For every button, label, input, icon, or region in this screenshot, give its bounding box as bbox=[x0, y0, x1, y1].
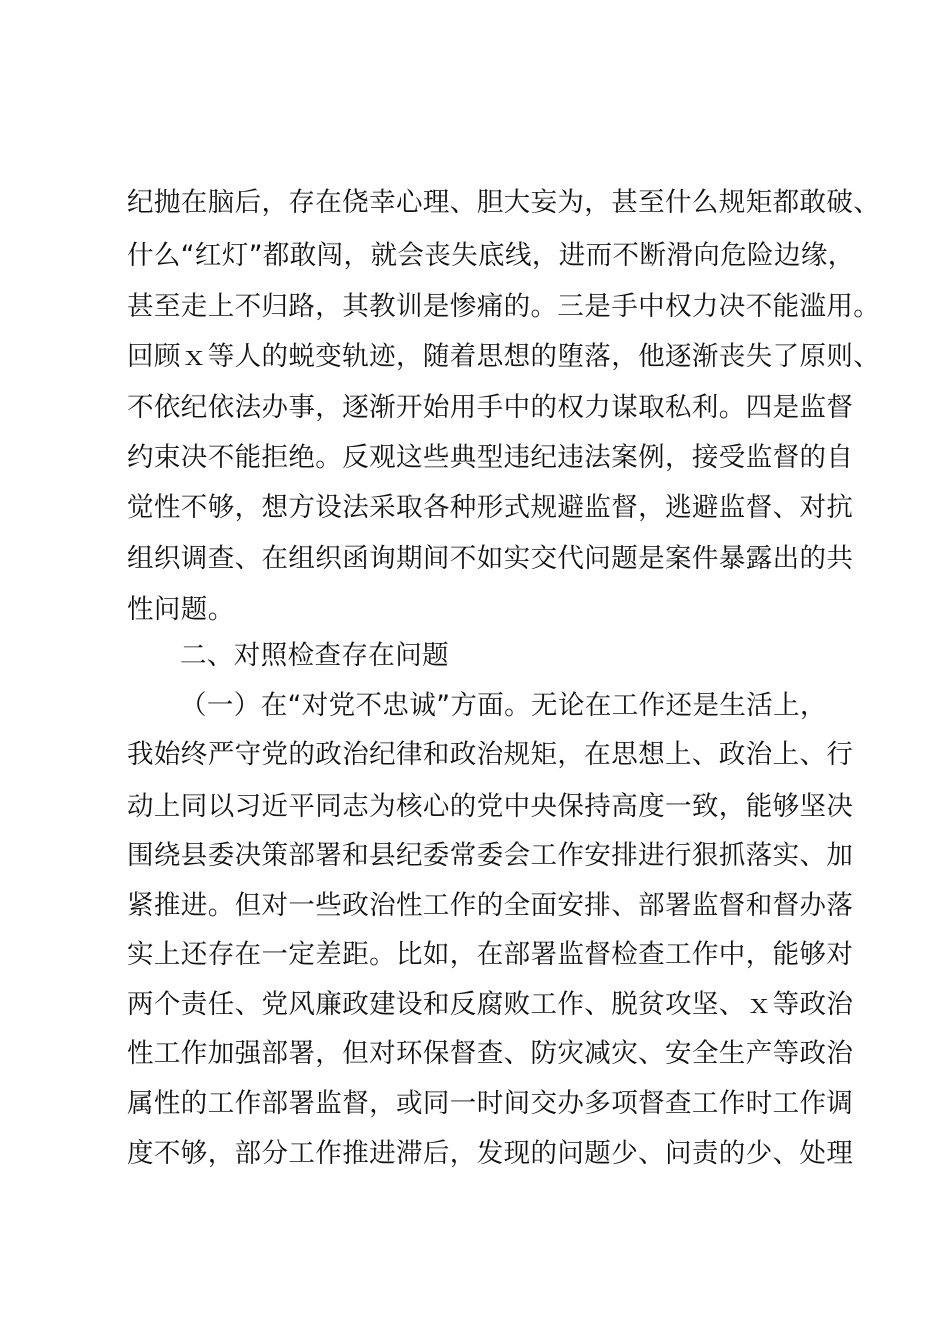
text-line: 回顾ｘ等人的蜕变轨迹，随着思想的堕落，他逐渐丧失了原则、 bbox=[127, 341, 881, 372]
text-line: 两个责任、党风廉政建设和反腐败工作、脱贫攻坚、ｘ等政治 bbox=[127, 989, 854, 1020]
text-line: 动上同以习近平同志为核心的党中央保持高度一致，能够坚决 bbox=[127, 791, 854, 822]
text-line: 什么“红灯”都敢闯，就会丧失底线，进而不断滑向危险边缘， bbox=[127, 240, 855, 271]
text-line: 不依纪依法办事，逐渐开始用手中的权力谋取私利。四是监督 bbox=[127, 392, 854, 423]
text-line: 度不够，部分工作推进滞后，发现的问题少、问责的少、处理 bbox=[127, 1138, 854, 1169]
text-line: （一）在“对党不忠诚”方面。无论在工作还是生活上， bbox=[180, 690, 827, 721]
text-line: 性工作加强部署，但对环保督查、防灾减灾、安全生产等政治 bbox=[127, 1038, 854, 1069]
text-line: 我始终严守党的政治纪律和政治规矩，在思想上、政治上、行 bbox=[127, 739, 854, 770]
text-line: 围绕县委决策部署和县纪委常委会工作安排进行狠抓落实、加 bbox=[127, 840, 854, 871]
text-line: 纪抛在脑后，存在侥幸心理、胆大妄为，甚至什么规矩都敢破、 bbox=[127, 187, 881, 218]
text-line: 觉性不够，想方设法采取各种形式规避监督，逃避监督、对抗 bbox=[127, 492, 854, 523]
text-line: 性问题。 bbox=[127, 594, 235, 625]
section-heading: 二、对照检查存在问题 bbox=[180, 640, 449, 671]
text-line: 属性的工作部署监督，或同一时间交办多项督查工作时工作调 bbox=[127, 1088, 854, 1119]
text-line: 约束决不能拒绝。反观这些典型违纪违法案例，接受监督的自 bbox=[127, 442, 854, 473]
text-line: 紧推进。但对一些政治性工作的全面安排、部署监督和督办落 bbox=[127, 890, 854, 921]
text-line: 实上还存在一定差距。比如，在部署监督检查工作中，能够对 bbox=[127, 939, 854, 970]
text-line: 甚至走上不归路，其教训是惨痛的。三是手中权力决不能滥用。 bbox=[127, 291, 881, 322]
text-line: 组织调查、在组织函询期间不如实交代问题是案件暴露出的共 bbox=[127, 543, 854, 574]
